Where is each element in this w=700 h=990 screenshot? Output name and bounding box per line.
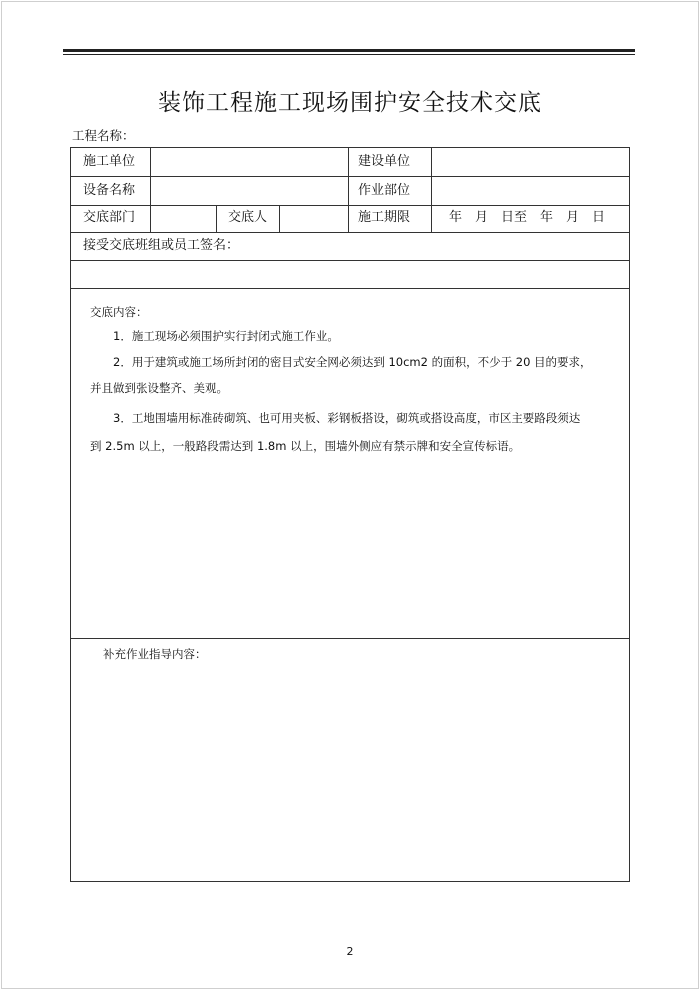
work-location-field[interactable] <box>432 177 629 205</box>
content-line: 到 2.5m 以上，一般路段需达到 1.8m 以上，围墙外侧应有禁示牌和安全宣传标语。 <box>90 439 521 453</box>
content-line: 并且做到张设整齐、美观。 <box>90 381 228 395</box>
briefing-dept-label: 交底部门 <box>83 210 136 225</box>
col-divider <box>216 205 217 232</box>
briefing-dept-field[interactable] <box>151 206 215 232</box>
row-divider <box>71 232 629 233</box>
project-name-label: 工程名称： <box>72 128 135 143</box>
content-heading: 交底内容： <box>90 305 148 319</box>
client-unit-field[interactable] <box>432 148 629 176</box>
supplementary-heading: 补充作业指导内容： <box>103 647 207 661</box>
briefing-form <box>70 147 630 882</box>
content-line: 2．用于建筑或施工场所封闭的密目式安全网必须达到 10cm2 的面积，不少于 20 目的要求， <box>113 355 592 369</box>
header-rule-thin <box>63 54 635 55</box>
row-divider <box>71 638 629 639</box>
page-number: 2 <box>346 945 354 958</box>
recipients-signature-field[interactable] <box>71 261 629 288</box>
recipients-label: 接受交底班组或员工签名： <box>83 238 240 253</box>
construction-unit-field[interactable] <box>151 148 347 176</box>
row-divider <box>71 288 629 289</box>
construction-unit-label: 施工单位 <box>83 154 136 169</box>
client-unit-label: 建设单位 <box>358 154 411 169</box>
work-location-label: 作业部位 <box>358 183 411 198</box>
period-label: 施工期限 <box>358 210 411 225</box>
equipment-name-field[interactable] <box>151 177 347 205</box>
content-line: 1．施工现场必须围护实行封闭式施工作业。 <box>113 329 339 343</box>
content-line: 3．工地围墙用标准砖砌筑、也可用夹板、彩钢板搭设，砌筑或搭设高度，市区主要路段须达 <box>113 411 581 425</box>
col-divider <box>348 148 349 232</box>
equipment-name-label: 设备名称 <box>83 183 136 198</box>
briefer-label: 交底人 <box>228 210 268 225</box>
header-rule-thick <box>63 49 635 52</box>
supplementary-content-area[interactable] <box>71 663 629 881</box>
document-title: 装饰工程施工现场围护安全技术交底 <box>158 90 542 116</box>
period-value[interactable]: 年 月 日至 年 月 日 <box>449 210 606 225</box>
briefer-field[interactable] <box>280 206 347 232</box>
